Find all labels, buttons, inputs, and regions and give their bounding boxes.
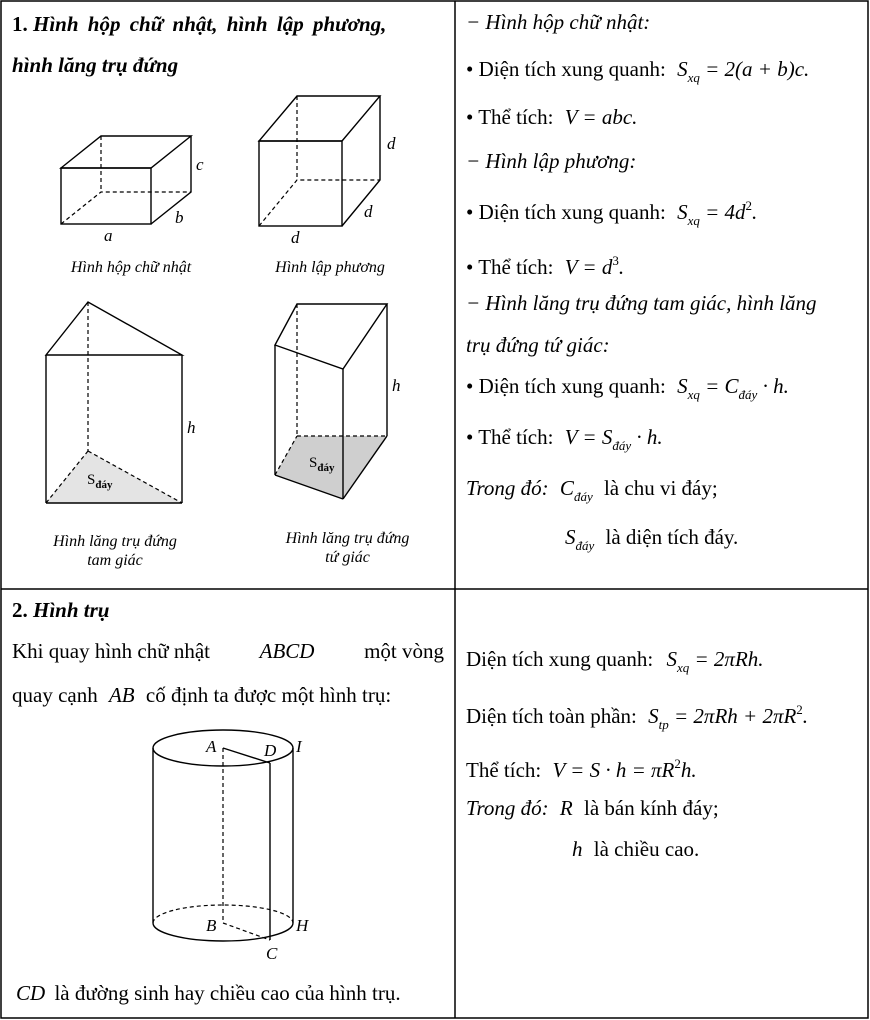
label-d-bottom: d: [291, 228, 300, 247]
label-s-base-quadrilateral: $S_{đáy}$: [309, 455, 335, 474]
point-D: D: [264, 741, 277, 760]
label-d-side: d: [364, 202, 373, 221]
caption-quadrilateral-prism: Hình lăng trụ đứng tứ giác: [285, 530, 410, 566]
label-s-base-triangular: $S_{đáy}$: [87, 472, 113, 491]
box-lateral-area: • Diện tích xung quanh: $S_{xq} = 2(a + b)c$.: [466, 57, 810, 85]
section2-footer: CD là đường sinh hay chiều cao của hình trụ.: [16, 981, 401, 1005]
point-C: C: [266, 944, 278, 963]
caption-triangular-prism: Hình lăng trụ đứng tam giác: [53, 533, 177, 569]
point-H: H: [296, 916, 309, 935]
section2-intro-line1: Khi quay hình chữ nhật ABCD một vòng: [12, 639, 444, 663]
box-volume: • Thể tích: V = abc.: [466, 105, 638, 129]
prism-volume: • Thể tích: $V = S_{đáy} \cdot h$.: [466, 425, 663, 453]
prism-title-line2: trụ đứng tứ giác:: [466, 333, 610, 357]
cylinder-figure: [140, 715, 320, 965]
point-A: A: [206, 737, 217, 756]
label-h-triangular: h: [187, 418, 196, 437]
caption-cube: Hình lập phương: [275, 259, 385, 276]
rectangular-box-figure: [61, 136, 191, 224]
section2-intro-line2: quay cạnh AB cố định ta được một hình trụ:: [12, 683, 392, 707]
cylinder-total-area: Diện tích toàn phần: $S_{tp} = 2\pi Rh + 2\pi R^2$.: [466, 702, 809, 732]
triangular-prism-figure: [46, 302, 182, 503]
point-B: B: [206, 916, 217, 935]
cube-figure: [259, 96, 380, 226]
box-title: − Hình hộp chữ nhật:: [466, 10, 651, 34]
cube-lateral-area: • Diện tích xung quanh: $S_{xq} = 4d^2$.: [466, 198, 758, 228]
section1-figures: [0, 80, 455, 580]
caption-box: Hình hộp chữ nhật: [70, 259, 192, 276]
cylinder-lateral-area: Diện tích xung quanh: $S_{xq} = 2\pi Rh$.: [466, 647, 764, 675]
cube-volume: • Thể tích: $V = d^3$.: [466, 253, 625, 279]
prism-title-line1: − Hình lăng trụ đứng tam giác, hình lăng: [466, 291, 817, 315]
prism-where-perimeter: Trong đó: $C_{đáy}$ là chu vi đáy;: [466, 476, 718, 504]
cube-title: − Hình lập phương:: [466, 149, 637, 173]
cylinder-where-height: h là chiều cao.: [572, 837, 700, 861]
label-b: b: [175, 208, 184, 227]
cylinder-where-radius: Trong đó: R là bán kính đáy;: [466, 796, 719, 820]
section1-heading-line2: hình lăng trụ đứng: [12, 53, 179, 77]
prism-lateral-area: • Diện tích xung quanh: $S_{xq} = C_{đáy} \cdot h$.: [466, 374, 789, 402]
label-h-quadrilateral: h: [392, 376, 401, 395]
label-d-top: d: [387, 134, 396, 153]
label-c: c: [196, 155, 204, 174]
label-a: a: [104, 226, 113, 245]
prism-where-area: $S_{đáy}$ là diện tích đáy.: [565, 525, 739, 553]
section1-heading-line1: 1. Hình hộp chữ nhật, hình lập phương,: [12, 12, 387, 36]
section2-heading: 2. Hình trụ: [12, 598, 110, 622]
cylinder-volume: Thể tích: $V = S \cdot h = \pi R^2h$.: [466, 756, 697, 782]
point-I: I: [296, 737, 302, 756]
